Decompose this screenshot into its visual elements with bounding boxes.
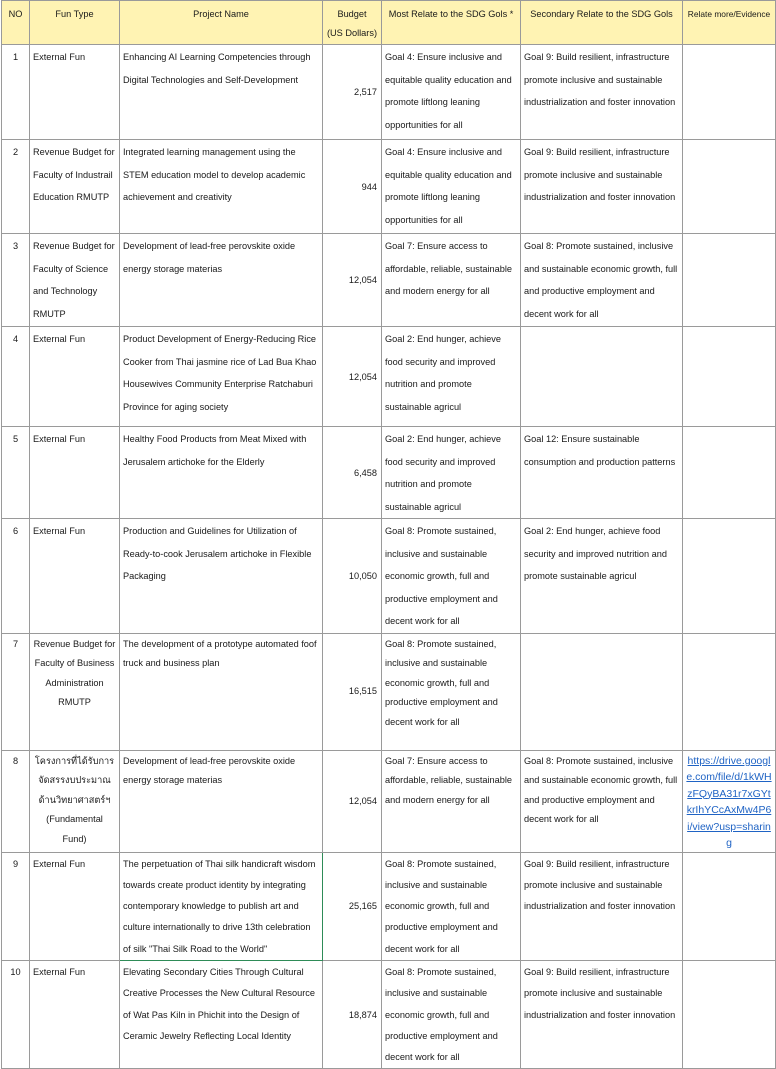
row-project-name: The perpetuation of Thai silk handicraft wisdom towards create product identity by integrating contemporary knowledge to publish art and culture internationally to drive 13th celebration of silk "Thai Silk Road to the World" bbox=[120, 852, 323, 960]
row-fun-type: Revenue Budget for Faculty of Industrail Education RMUTP bbox=[30, 140, 120, 234]
row-no: 4 bbox=[2, 327, 30, 427]
row-project-name: Development of lead-free perovskite oxide energy storage materias bbox=[120, 750, 323, 852]
row-no: 5 bbox=[2, 427, 30, 519]
row-project-name: Enhancing AI Learning Competencies through Digital Technologies and Self-Development bbox=[120, 45, 323, 140]
row-no: 10 bbox=[2, 960, 30, 1068]
table-row bbox=[2, 140, 776, 234]
row-evidence bbox=[683, 750, 776, 852]
row-budget: 6,458 bbox=[323, 427, 382, 519]
table-row bbox=[2, 750, 776, 852]
header-no: NO bbox=[2, 1, 30, 45]
row-secondary-relate: Goal 2: End hunger, achieve food security and improved nutrition and promote sustainable agricul bbox=[521, 519, 683, 634]
table-row bbox=[2, 234, 776, 327]
row-evidence bbox=[683, 427, 776, 519]
row-fun-type: Revenue Budget for Faculty of Science and Technology RMUTP bbox=[30, 234, 120, 327]
row-budget: 12,054 bbox=[323, 327, 382, 427]
row-project-name: Healthy Food Products from Meat Mixed with Jerusalem artichoke for the Elderly bbox=[120, 427, 323, 519]
row-most-relate: Goal 2: End hunger, achieve food security and improved nutrition and promote sustainable agricul bbox=[382, 327, 521, 427]
row-secondary-relate: Goal 12: Ensure sustainable consumption and production patterns bbox=[521, 427, 683, 519]
row-budget: 18,874 bbox=[323, 960, 382, 1068]
row-project-name: Integrated learning management using the STEM education model to develop academic achievement and creativity bbox=[120, 140, 323, 234]
table-row bbox=[2, 852, 776, 960]
header-row bbox=[2, 1, 776, 45]
header-fun-type: Fun Type bbox=[30, 1, 120, 45]
row-most-relate: Goal 8: Promote sustained, inclusive and sustainable economic growth, full and productive employment and decent work for all bbox=[382, 519, 521, 634]
row-secondary-relate: Goal 9: Build resilient, infrastructure promote inclusive and sustainable industrialization and foster innovation bbox=[521, 852, 683, 960]
row-project-name: The development of a prototype automated foof truck and business plan bbox=[120, 633, 323, 750]
row-secondary-relate: Goal 8: Promote sustained, inclusive and sustainable economic growth, full and productive employment and decent work for all bbox=[521, 750, 683, 852]
header-budget-label: Budget bbox=[337, 9, 367, 19]
row-most-relate: Goal 4: Ensure inclusive and equitable quality education and promote liftlong leaning opportunities for all bbox=[382, 45, 521, 140]
row-evidence bbox=[683, 633, 776, 750]
row-no: 3 bbox=[2, 234, 30, 327]
row-evidence bbox=[683, 45, 776, 140]
row-budget: 2,517 bbox=[323, 45, 382, 140]
row-budget: 16,515 bbox=[323, 633, 382, 750]
evidence-link[interactable]: https://drive.google.com/file/d/1kWHzFQyBA31r7xGYtkrIhYCcAxMw4P6i/view?usp=sharing bbox=[686, 754, 772, 849]
row-no: 6 bbox=[2, 519, 30, 634]
header-project-name: Project Name bbox=[120, 1, 323, 45]
header-evidence: Relate more/Evidence bbox=[683, 1, 776, 45]
row-most-relate: Goal 7: Ensure access to affordable, reliable, sustainable and modern energy for all bbox=[382, 750, 521, 852]
row-fun-type: External Fun bbox=[30, 427, 120, 519]
row-most-relate: Goal 8: Promote sustained, inclusive and sustainable economic growth, full and productive employment and decent work for all bbox=[382, 960, 521, 1068]
table-row bbox=[2, 960, 776, 1068]
row-budget: 12,054 bbox=[323, 234, 382, 327]
row-fun-type: External Fun bbox=[30, 519, 120, 634]
header-budget-unit: (US Dollars) bbox=[326, 28, 378, 38]
table-row bbox=[2, 327, 776, 427]
sdg-projects-table bbox=[1, 0, 776, 1069]
row-secondary-relate: Goal 9: Build resilient, infrastructure promote inclusive and sustainable industrialization and foster innovation bbox=[521, 960, 683, 1068]
row-evidence bbox=[683, 327, 776, 427]
row-fun-type: External Fun bbox=[30, 960, 120, 1068]
row-most-relate: Goal 8: Promote sustained, inclusive and sustainable economic growth, full and productive employment and decent work for all bbox=[382, 633, 521, 750]
row-most-relate: Goal 4: Ensure inclusive and equitable quality education and promote liftlong leaning opportunities for all bbox=[382, 140, 521, 234]
row-secondary-relate: Goal 8: Promote sustained, inclusive and sustainable economic growth, full and productive employment and decent work for all bbox=[521, 234, 683, 327]
table-row bbox=[2, 519, 776, 634]
row-budget: 10,050 bbox=[323, 519, 382, 634]
row-budget: 944 bbox=[323, 140, 382, 234]
row-no: 2 bbox=[2, 140, 30, 234]
table-row bbox=[2, 45, 776, 140]
row-most-relate: Goal 8: Promote sustained, inclusive and sustainable economic growth, full and productive employment and decent work for all bbox=[382, 852, 521, 960]
row-evidence bbox=[683, 519, 776, 634]
row-no: 7 bbox=[2, 633, 30, 750]
row-secondary-relate: Goal 9: Build resilient, infrastructure promote inclusive and sustainable industrialization and foster innovation bbox=[521, 45, 683, 140]
row-project-name: Product Development of Energy-Reducing Rice Cooker from Thai jasmine rice of Lad Bua Khao Housewives Community Enterprise Ratchaburi Province for aging society bbox=[120, 327, 323, 427]
row-evidence bbox=[683, 852, 776, 960]
row-most-relate: Goal 7: Ensure access to affordable, reliable, sustainable and modern energy for all bbox=[382, 234, 521, 327]
row-fun-type: โครงการที่ได้รับการจัดสรรงบประมาณด้านวิทยาศาสตร์ฯ (Fundamental Fund) bbox=[30, 750, 120, 852]
header-most-relate: Most Relate to the SDG Gols * bbox=[382, 1, 521, 45]
table-row bbox=[2, 633, 776, 750]
row-project-name: Development of lead-free perovskite oxide energy storage materias bbox=[120, 234, 323, 327]
header-budget bbox=[323, 1, 382, 45]
row-evidence bbox=[683, 960, 776, 1068]
row-most-relate: Goal 2: End hunger, achieve food security and improved nutrition and promote sustainable agricul bbox=[382, 427, 521, 519]
row-budget: 12,054 bbox=[323, 750, 382, 852]
row-secondary-relate bbox=[521, 327, 683, 427]
row-fun-type: External Fun bbox=[30, 327, 120, 427]
row-evidence bbox=[683, 234, 776, 327]
row-secondary-relate: Goal 9: Build resilient, infrastructure promote inclusive and sustainable industrialization and foster innovation bbox=[521, 140, 683, 234]
row-no: 9 bbox=[2, 852, 30, 960]
row-fun-type: External Fun bbox=[30, 45, 120, 140]
row-fun-type: Revenue Budget for Faculty of Business Administration RMUTP bbox=[30, 633, 120, 750]
row-project-name: Elevating Secondary Cities Through Cultural Creative Processes the New Cultural Resource of Wat Pas Kiln in Phichit into the Design of Ceramic Jewelry Reflecting Local Identity bbox=[120, 960, 323, 1068]
row-budget: 25,165 bbox=[323, 852, 382, 960]
row-evidence bbox=[683, 140, 776, 234]
row-no: 8 bbox=[2, 750, 30, 852]
row-secondary-relate bbox=[521, 633, 683, 750]
row-fun-type: External Fun bbox=[30, 852, 120, 960]
row-no: 1 bbox=[2, 45, 30, 140]
header-secondary-relate: Secondary Relate to the SDG Gols bbox=[521, 1, 683, 45]
row-project-name: Production and Guidelines for Utilization of Ready-to-cook Jerusalem artichoke in Flexible Packaging bbox=[120, 519, 323, 634]
table-row bbox=[2, 427, 776, 519]
